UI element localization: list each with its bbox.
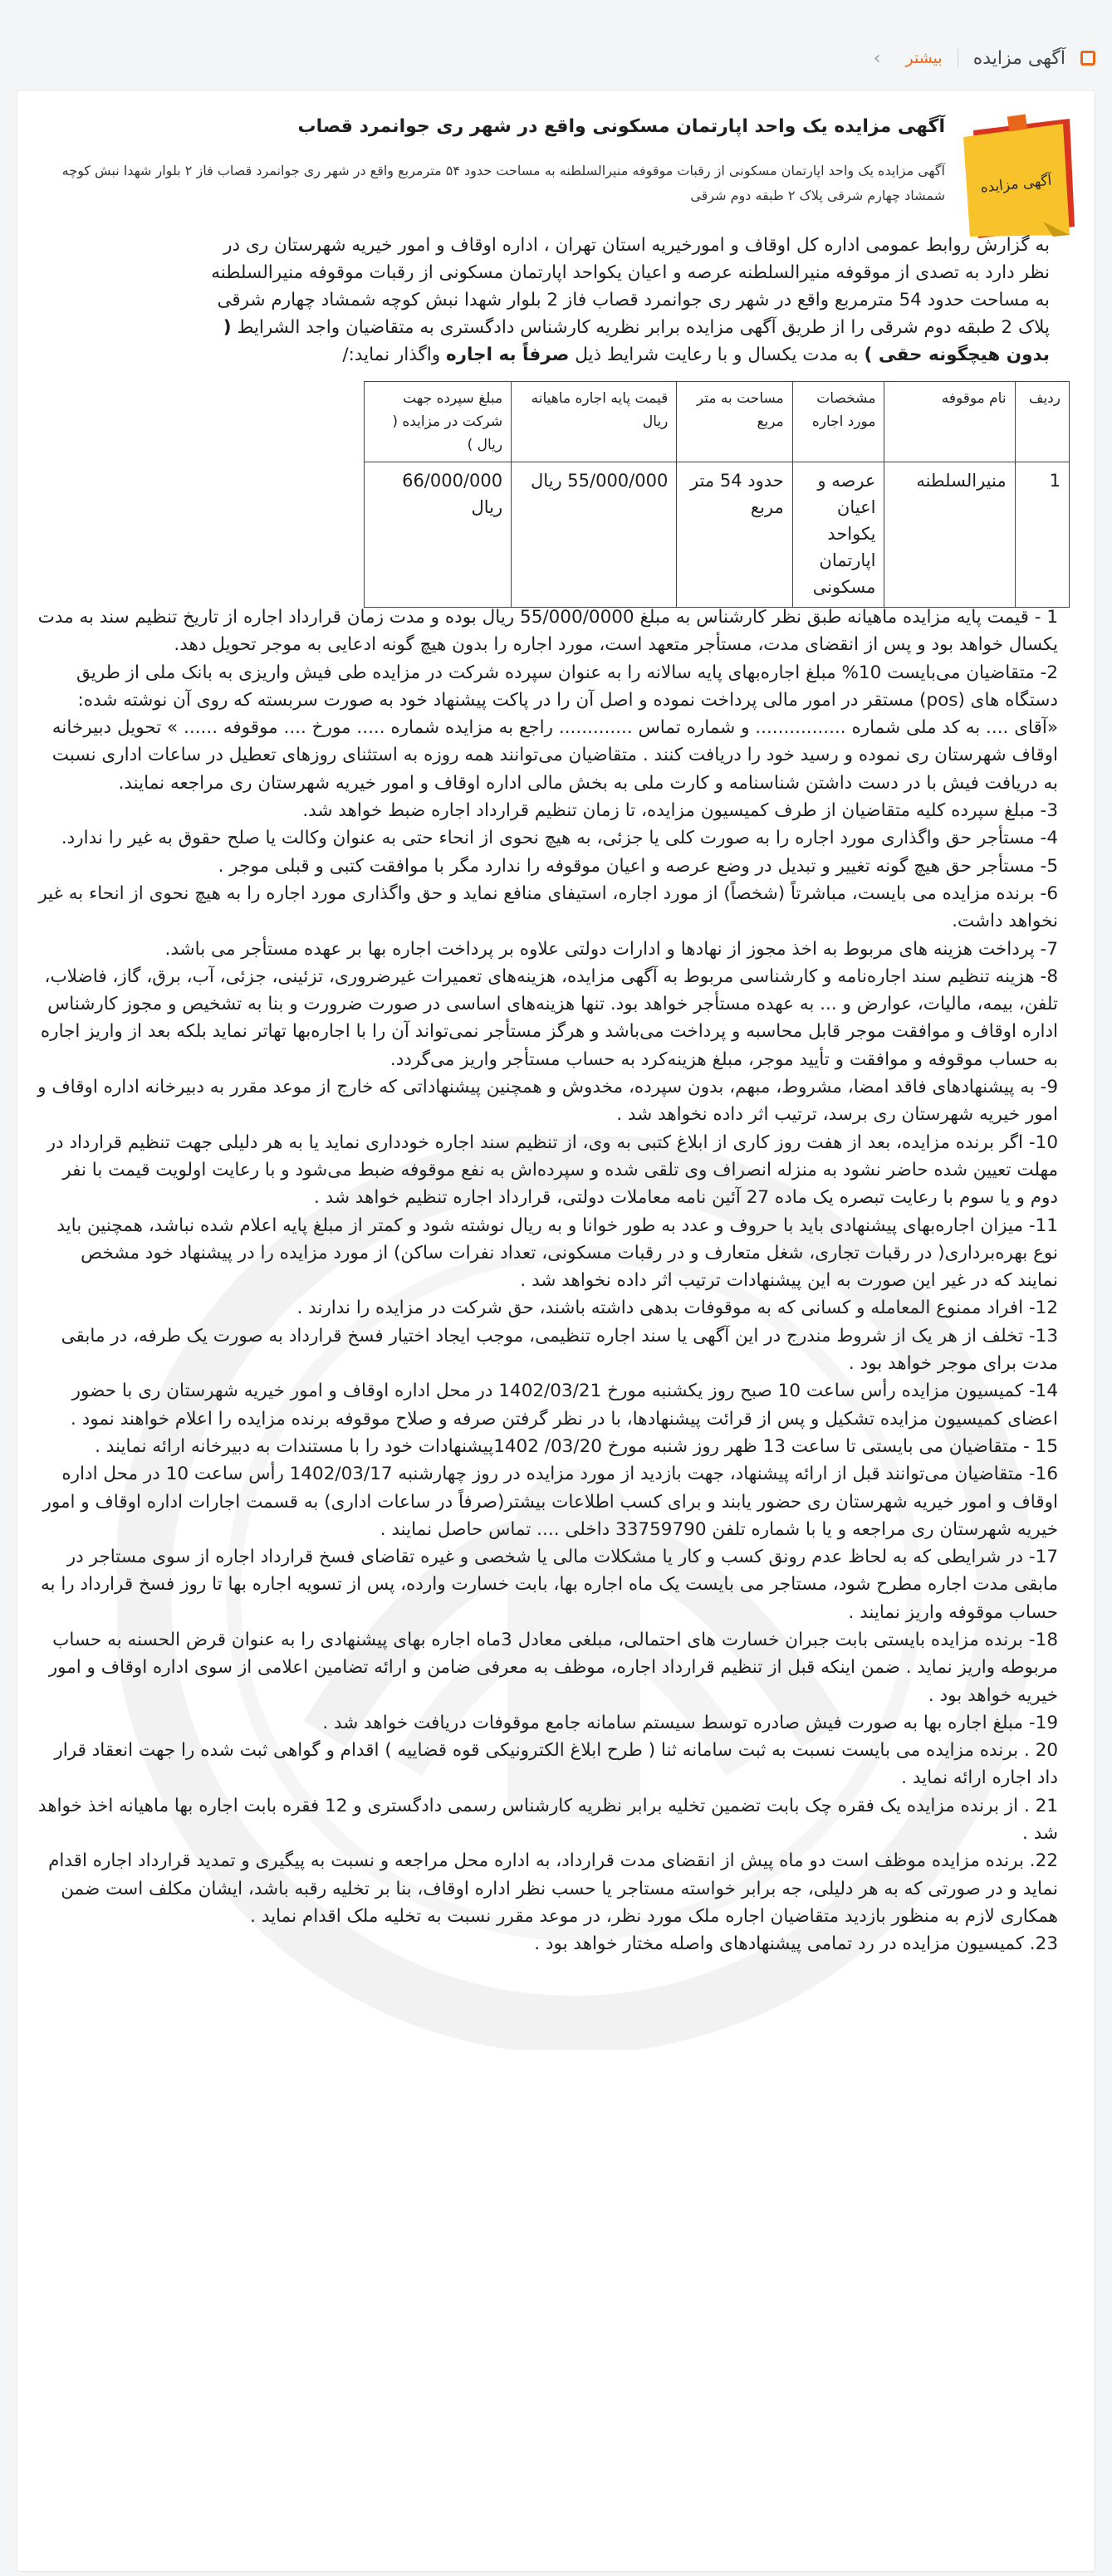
cell-area: حدود 54 متر مربع (677, 462, 792, 608)
term-item: 10- اگر برنده مزایده، بعد از هفت روز کاری از ابلاغ کتبی به وی، از تنظیم سند اجاره خودداری نماید یا به هر دلیلی جهت تنظیم قرارداد در مهلت تعیین شده حاضر نشود به منزله انصراف وی تلقی شده و سپرده‌اش به نفع موقوفه ضبط می‌شود و با رعایت اولویت قیمت با نفر دوم و یا سوم با رعایت تبصره یک ماده 27 آئین نامه معاملات دولتی، قرارداد اجاره تنظیم خواهد شد . (47, 1132, 1058, 1209)
col-property-details: مشخصات مورد اجاره (792, 382, 884, 462)
table-row (365, 462, 1070, 608)
cell-endowment-name: منیرالسلطنه (884, 462, 1015, 608)
term-item: 21 . از برنده مزایده یک فقره چک بابت تضمین تخلیه برابر نظریه کارشناس رسمی دادگستری و 12 فقره بابت اجاره بها ماهیانه اخذ خواهد شد . (37, 1795, 1058, 1845)
term-item: 14- کمیسیون مزایده رأس ساعت 10 صبح روز یکشنبه مورخ 1402/03/21 در محل اداره اوقاف و امور خیریه شهرستان ری با حضور اعضای کمیسیون مزایده تشکیل و پس از قرائت پیشنهادها، با در نظر گرفتن صرفه و صلاح موقوفه برنده مزایده را اعلام خواهند نمود . (70, 1381, 1058, 1430)
col-endowment-name: نام موقوفه (884, 382, 1015, 462)
term-item: 19- مبلغ اجاره بها به صورت فیش صادره توسط سیستم سامانه جامع موقوفات دریافت خواهد شد . (322, 1712, 1058, 1733)
term-item: 20 . برنده مزایده می بایست نسبت به ثبت سامانه ثنا ( طرح ابلاغ الکترونیکی قوه قضاییه ) اقدام و گواهی ثبت شده را جهت انعقاد قرار داد اجاره ارائه نماید . (54, 1740, 1058, 1789)
cell-base-rent: 55/000/000 ریال (512, 462, 677, 608)
term-item: 1 - قیمت پایه مزایده ماهیانه طبق نظر کارشناس به مبلغ 55/000/0000 ریال بوده و مدت زمان قرارداد اجاره از تاریخ تنظیم سند به مدت یکسال خواهد بود و پس از انقضای مدت، مستأجر متعهد است، مورد اجاره را بدون هیچ گونه ادعایی به موجر تحویل دهد. (37, 607, 1058, 656)
announcement-title: آگهی مزایده یک واحد اپارتمان مسکونی واقع در شهر ری جوانمرد قصاب (297, 116, 945, 137)
col-deposit: مبلغ سپرده جهت شرکت در مزایده ( ریال ) (365, 382, 512, 462)
terms-list (36, 604, 1058, 1958)
term-item: 4- مستأجر حق واگذاری مورد اجاره را به صورت کلی یا جزئی، به هیچ نحوی از انحاء حتی به عنوان وکالت یا صلح حقوق به غیر را ندارد. (61, 828, 1058, 849)
announcement-icon (1080, 51, 1095, 66)
intro-bold-1: ( بدون هیچگونه حقی ) (223, 317, 1050, 365)
col-row-number: ردیف (1015, 382, 1069, 462)
term-item: 8- هزینه تنظیم سند اجاره‌نامه و کارشناسی مربوط به آگهی مزایده، هزینه‌های تعمیرات غیرضروری، تزئینی، جزئی، آب، برق، گاز، فاضلاب، تلفن، بیمه، مالیات، عوارض و ... به عهده مستأجر خواهد بود. تنها هزینه‌های اساسی در صورت ضرورت و بنا به تشخیص و مجوز کارشناس اداره اوقاف و موافقت موجر قابل محاسبه و پرداخت می‌باشد و هرگز مستأجر نمی‌تواند آن را با اجاره‌بها تهاتر نماید بلکه بعد از واریز اجاره به حساب موقوفه و موافقت و تأیید موجر، مبلغ هزینه‌کرد به حساب مستأجر واریز می‌گردد. (40, 965, 1058, 1070)
term-item: 18- برنده مزایده بایستی بابت جبران خسارت های احتمالی، مبلغی معادل 3ماه اجاره بهای پیشنهادی را به عنوان قرض الحسنه به حساب مربوطه واریز نماید . ضمن اینکه قبل از تنظیم قرارداد اجاره، موظف به معرفی ضامن و ارائه تضامین اعلامی از سوی اداره اوقاف و امور خیریه خواهد بود . (48, 1629, 1058, 1706)
intro-text-1: به گزارش روابط عمومی اداره کل اوقاف و امورخیریه استان تهران ، اداره اوقاف و امور خیریه شهرستان ری در نظر دارد به تصدی از موقوفه منیرالسلطنه عرصه و اعیان یکواحد اپارتمان مسکونی از رقبات موقوفه منیرالسلطنه به مساحت حدود 54 مترمربع واقع در شهر ری جوانمرد قصاب فاز 2 بلوار شهدا نبش کوچه شمشاد چهارم شرقی پلاک 2 طبقه دوم شرقی را از طریق آگهی مزایده برابر نظریه کارشناس دادگستری به متقاضیان واجد الشرایط (211, 235, 1050, 338)
term-item: 23. کمیسیون مزایده در رد تمامی پیشنهادهای واصله مختار خواهد بود . (534, 1933, 1058, 1955)
breadcrumb-more-link[interactable]: بیشتر (905, 49, 943, 67)
breadcrumb-current[interactable]: آگهی مزایده (972, 47, 1065, 69)
term-item: 11- میزان اجاره‌بهای پیشنهادی باید با حروف و عدد به طور خوانا و به ریال نوشته شود و کمتر از مبلغ پایه اعلام شده نباشد، همچنین باید نوع بهره‌برداری( در رقبات تجاری، شغل متعارف و در رقبات مسکونی، تعداد نفرات ساکن) از مورد مزایده را در پیشنهاد خود مشخص نمایند که در غیر این صورت به این پیشنهادات ترتیب اثر داده نخواهد شد . (56, 1215, 1058, 1292)
term-item: 2- متقاضیان می‌بایست 10% مبلغ اجاره‌بهای پایه سالانه را به عنوان سپرده شرکت در مزایده طی فیش واریزی به بانک ملی از طریق دستگاه های (pos) مستقر در امور مالی پرداخت نموده و اصل آن را در پاکت پیشنهاد خود به صورت سربسته که روی آن نوشته شده: «آقای .... به کد ملی شماره ................ و شماره تماس ............. راجع به مزایده شماره ..... مورخ .... موقوفه ...... » تحویل دبیرخانه اوقاف شهرستان ری نموده و رسید خود را دریافت کنند . متقاضیان می‌توانند همه روزه به استثنای روزهای تعطیل در ساعات اداری نسبت به دریافت فیش با در دست داشتن شناسنامه و کارت ملی به بخش مالی اداره اوقاف و امور خیریه شهرستان ری مراجعه نمایند. (51, 662, 1058, 794)
term-item: 15 - متقاضیان می بایستی تا ساعت 13 ظهر روز شنبه مورخ 03/20/ 1402پیشنهادات خود را با مستندات به دبیرخانه ارائه نمایند . (95, 1435, 1058, 1457)
cell-row-number: 1 (1015, 462, 1069, 608)
cell-deposit: 66/000/000 ریال (365, 462, 512, 608)
sticky-note-label: آگهی مزایده (979, 172, 1053, 197)
term-item: 5- مستأجر حق هیچ گونه تغییر و تبدیل در وضع عرصه و اعیان موقوفه را ندارد مگر با موافقت کتبی و قبلی موجر . (218, 855, 1058, 877)
chevron-left-icon[interactable]: › (873, 47, 881, 69)
sticky-note-icon (960, 112, 1076, 243)
term-item: 3- مبلغ سپرده کلیه متقاضیان از طرف کمیسیون مزایده، تا زمان تنظیم قرارداد اجاره ضبط خواهد شد. (302, 800, 1058, 822)
breadcrumb-bar (17, 33, 1095, 83)
term-item: 12- افراد ممنوع المعامله و کسانی که به موقوفات بدهی داشته باشند، حق شرکت در مزایده را ندارند . (296, 1298, 1058, 1319)
cell-property-details: عرصه و اعیان یکواحد اپارتمان مسکونی (792, 462, 884, 608)
term-item: 13- تخلف از هر یک از شروط مندرج در این آگهی یا سند اجاره تنظیمی، موجب ایجاد اختیار فسخ قرارداد به صورت یک طرفه، در مابقی مدت برای موجر خواهد بود . (61, 1325, 1058, 1375)
announcement-summary: آگهی مزایده یک واحد اپارتمان مسکونی از رقبات موقوفه منیرالسلطنه به مساحت حدود ۵۴ مترمربع واقع در شهر ری جوانمرد قصاب فاز ۲ بلوار شهدا نبش کوچه شمشاد چهارم شرقی پلاک ۲ طبقه دوم شرقی (61, 163, 945, 203)
intro-text-2: به مدت یکسال و با رعایت شرایط ذیل (575, 345, 859, 365)
term-item: 17- در شرایطی که به لحاظ عدم رونق کسب و کار یا مشکلات مالی یا شخصی و غیره تقاضای فسخ قرارداد اجاره از سوی مستاجر در مابقی مدت اجاره مطرح شود، مستاجر می بایست یک ماه اجاره بها، بابت خسارت وارده، پس از تسویه اجاره بها تا روز فسخ قرارداد را به حساب موقوفه واریز نمایند . (40, 1547, 1058, 1623)
term-item: 9- به پیشنهادهای فاقد امضا، مشروط، مبهم، بدون سپرده، مخدوش و همچنین پیشنهاداتی که خارج از موعد مقرر به دبیرخانه اداره اوقاف و امور خیریه شهرستان ری برسد، ترتیب اثر داده نخواهد شد . (37, 1077, 1058, 1126)
announcement-card (17, 90, 1095, 2572)
term-item: 7- پرداخت هزینه های مربوط به اخذ مجوز از نهادها و ادارات دولتی علاوه بر پرداخت اجاره بها بر عهده مستأجر می باشد. (164, 938, 1058, 960)
term-item: 22. برنده مزایده موظف است دو ماه پیش از انقضای مدت قرارداد، به اداره محل مراجعه و نسبت به پیگیری و تمدید قرارداد اجاره اقدام نماید و در صورتی که به هر دلیلی، جه برابر خواسته مستاجر یا حسب نظر اداره اوقاف، بنا بر تخلیه رقبه باشد، ایشان مکلف است ضمن همکاری لازم به منظور بازدید متقاضیان اجاره ملک مورد نظر، در موعد مقرر نسبت به تخلیه ملک اقدام نماید . (48, 1850, 1058, 1927)
intro-paragraph (208, 232, 1050, 369)
term-item: 16- متقاضیان می‌توانند قبل از ارائه پیشنهاد، جهت بازدید از مورد مزایده در روز چهارشنبه 1402/03/17 رأس ساعت 10 در محل اداره اوقاف و امور خیریه شهرستان ری حضور یابند و برای کسب اطلاعات بیشتر(صرفاً در ساعات اداری) به قسمت اجارات اداره اوقاف و امور خیریه شهرستان ری مراجعه و یا با شماره تلفن 33759790 داخلی .... تماس حاصل نمایند . (42, 1464, 1058, 1540)
lease-table-header-row (365, 382, 1070, 462)
intro-text-3: واگذار نماید:/ (342, 345, 441, 365)
col-area: مساحت به متر مربع (677, 382, 792, 462)
col-base-rent: قیمت پایه اجاره ماهیانه ریال (512, 382, 677, 462)
lease-table (364, 381, 1070, 608)
term-item: 6- برنده مزایده می بایست، مباشرتاً (شخصاً) از مورد اجاره، استیفای منافع نماید و حق واگذاری مورد اجاره را به هیچ نحوی از انحاء به غیر نخواهد داشت. (38, 882, 1058, 932)
intro-bold-2: صرفاً به اجاره (445, 345, 570, 365)
